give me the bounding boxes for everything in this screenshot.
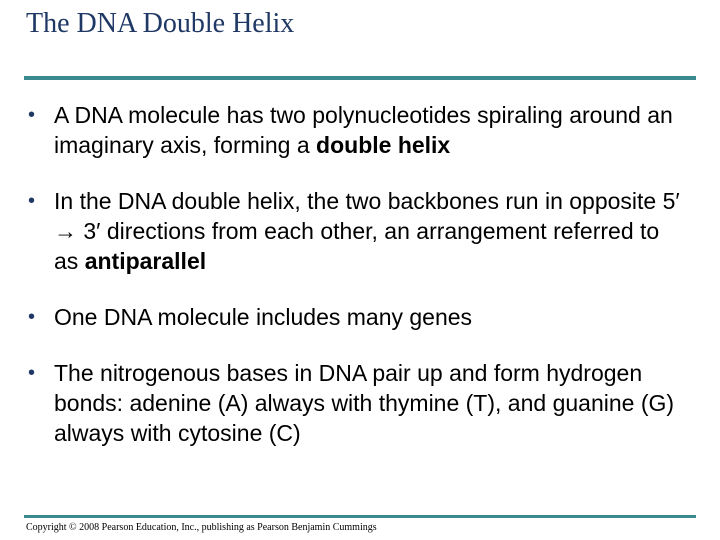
bullet-item (28, 186, 688, 276)
bullet-text: In the DNA double helix, the two backbones run in opposite 5′ → 3′ directions from each other, an arrangement referred to as (54, 188, 680, 274)
bullet-bold-term: antiparallel (84, 248, 207, 274)
bullet-list (28, 100, 688, 474)
slide-title: The DNA Double Helix (26, 8, 295, 39)
bullet-item (28, 100, 688, 160)
bullet-dot-icon: • (28, 104, 36, 126)
bullet-text: A DNA molecule has two polynucleotides spiraling around an imaginary axis, forming a (54, 102, 673, 158)
bullet-text: One DNA molecule includes many genes (54, 304, 473, 330)
bullet-dot-icon: • (28, 190, 36, 212)
title-divider (24, 76, 696, 80)
bullet-dot-icon: • (28, 306, 36, 328)
bullet-dot-icon: • (28, 362, 36, 384)
bullet-bold-term: double helix (316, 132, 451, 158)
bullet-item (28, 302, 688, 332)
bullet-text: The nitrogenous bases in DNA pair up and form hydrogen bonds: adenine (A) always with thymine (T), and guanine (G) always with cytosine (C) (54, 360, 675, 446)
copyright-notice: Copyright © 2008 Pearson Education, Inc., publishing as Pearson Benjamin Cummings (26, 522, 377, 533)
footer-divider (24, 515, 696, 518)
bullet-item (28, 358, 688, 448)
